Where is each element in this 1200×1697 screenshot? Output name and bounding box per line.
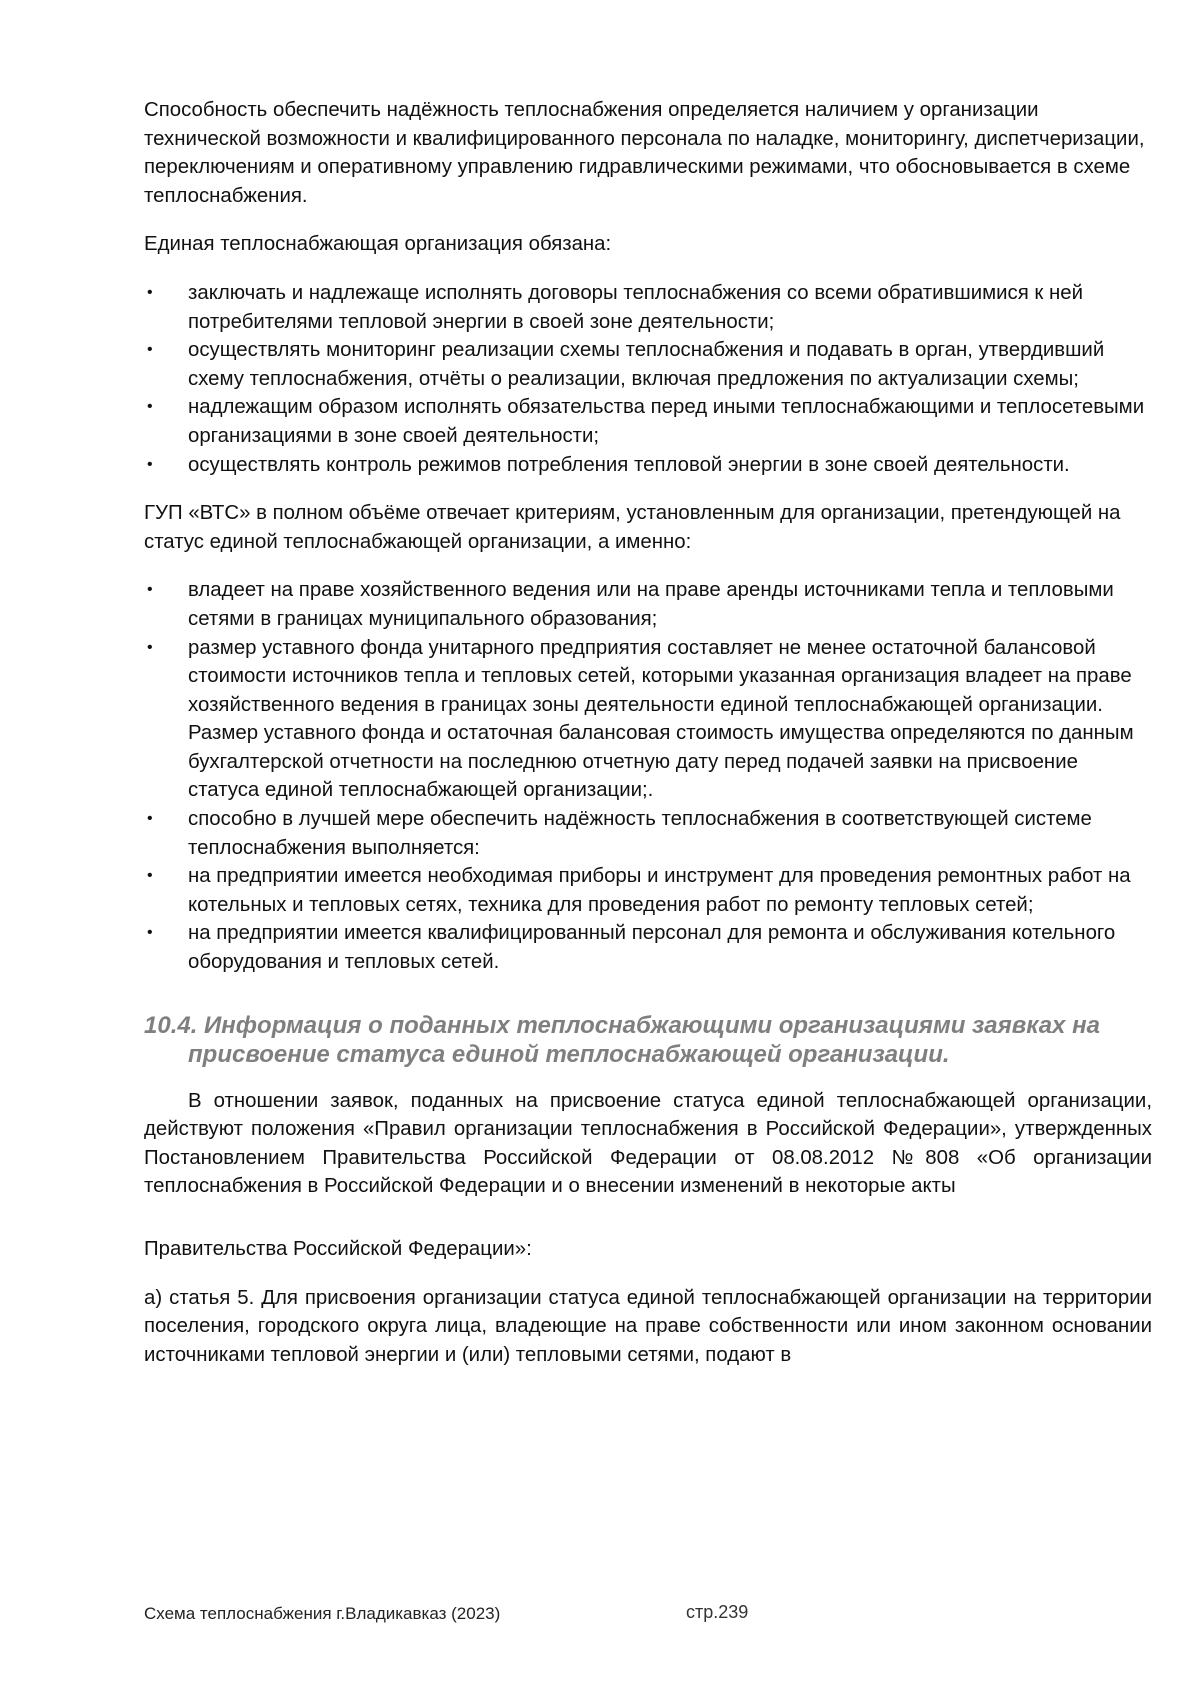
- list-item: • заключать и надлежаще исполнять договоры теплоснабжения со всеми обратившимися к ней потребителями тепловой энергии в своей зоне деятельности;: [144, 279, 1152, 336]
- bullet-icon: •: [147, 283, 153, 301]
- list-item: • владеет на праве хозяйственного ведения или на праве аренды источниками тепла и тепловыми сетями в границах муниципального образования;: [144, 576, 1152, 633]
- bullet-icon: •: [147, 341, 153, 359]
- list-item: • способно в лучшей мере обеспечить надёжность теплоснабжения в соответствующей системе теплоснабжения выполняется:: [144, 805, 1152, 862]
- bullet-icon: •: [147, 638, 153, 656]
- footer-title: Схема теплоснабжения г.Владикавказ (2023): [144, 1604, 501, 1623]
- bullet-icon: •: [147, 924, 153, 942]
- document-body: [144, 96, 1152, 1389]
- list-item: • размер уставного фонда унитарного предприятия составляет не менее остаточной балансовой стоимости источников тепла и тепловых сетей, которыми указанная организация владеет на праве хозяйственного ведения в границах зоны деятельности единой теплоснабжающей организации. Размер уставного фонда и остаточная балансовая стоимость имущества определяются по данным бухгалтерской отчетности на последнюю отчетную дату перед подачей заявки на присвоение статуса единой теплоснабжающей организации;.: [144, 634, 1152, 806]
- paragraph-government: Правительства Российской Федерации»:: [144, 1238, 532, 1260]
- paragraph-obligations-intro: Единая теплоснабжающая организация обязана:: [144, 233, 612, 256]
- obligations-list: [144, 279, 1152, 479]
- criteria-list: [144, 576, 1152, 976]
- bullet-icon: •: [147, 581, 153, 599]
- paragraph-rules: В отношении заявок, поданных на присвоение статуса единой теплоснабжающей организации, действуют положения «Правил организации теплоснабжения в Российской Федерации», утвержденных Постановлением Правительства Российской Федерации от 08.08.2012 №808 «Об организации теплоснабжения в Российской Федерации и о внесении изменений в некоторые акты: [144, 1089, 1152, 1198]
- bullet-icon: •: [147, 455, 153, 473]
- list-item: • на предприятии имеется квалифицированный персонал для ремонта и обслуживания котельного оборудования и тепловых сетей.: [144, 919, 1152, 976]
- paragraph-article-5: а) статья 5. Для присвоения организации статуса единой теплоснабжающей организации на территории поселения, городского округа лица, владеющие на праве собственности или ином законном основании источниками тепловой энергии и (или) тепловыми сетями, подают в: [144, 1286, 1152, 1366]
- list-item: • надлежащим образом исполнять обязательства перед иными теплоснабжающими и теплосетевыми организациями в зоне своей деятельности;: [144, 393, 1152, 450]
- bullet-icon: •: [147, 398, 153, 416]
- bullet-icon: •: [147, 867, 153, 885]
- page-number: стр.239: [686, 1602, 749, 1622]
- paragraph-criteria-intro: ГУП «ВТС» в полном объёме отвечает критериям, установленным для организации, претендующей на статус единой теплоснабжающей организации, а именно:: [144, 502, 1121, 553]
- list-item: • осуществлять мониторинг реализации схемы теплоснабжения и подавать в орган, утвердивший схему теплоснабжения, отчёты о реализации, включая предложения по актуализации схемы;: [144, 336, 1152, 393]
- section-heading: 10.4. Информация о поданных теплоснабжающими организациями заявках на присвоение статуса единой теплоснабжающей организации.: [144, 1011, 1100, 1068]
- list-item: • на предприятии имеется необходимая приборы и инструмент для проведения ремонтных работ на котельных и тепловых сетях, техника для проведения работ по ремонту тепловых сетей;: [144, 862, 1152, 919]
- paragraph-reliability: Способность обеспечить надёжность теплоснабжения определяется наличием у организации технической возможности и квалифицированного персонала по наладке, мониторингу, диспетчеризации, переключениям и оперативному управлению гидравлическими режимами, что обосновывается в схеме теплоснабжения.: [144, 99, 1145, 207]
- bullet-icon: •: [147, 810, 153, 828]
- list-item: • осуществлять контроль режимов потребления тепловой энергии в зоне своей деятельности.: [144, 451, 1152, 480]
